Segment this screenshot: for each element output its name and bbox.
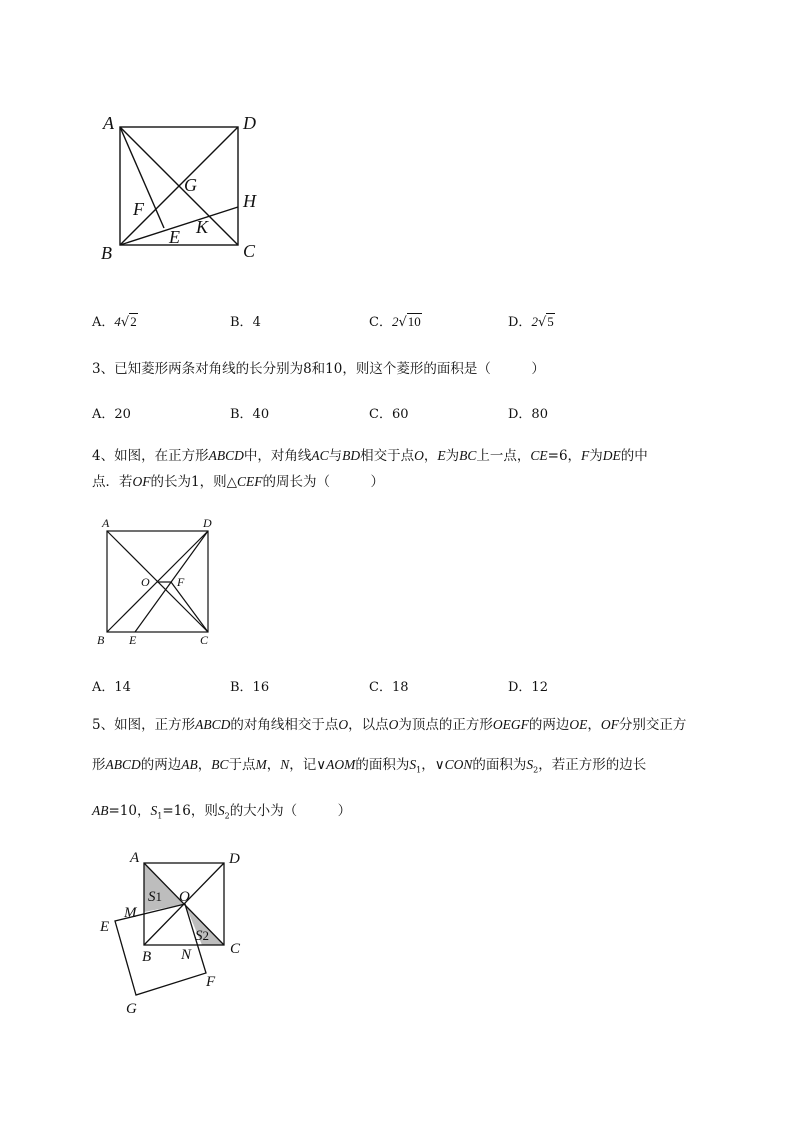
fig3-label-s2 [195, 928, 209, 944]
math-subscript: 1 [157, 811, 163, 821]
option-letter: D． [508, 315, 532, 330]
text: 的大小为（ ） [229, 802, 352, 819]
fig3-label-g: G [126, 1001, 137, 1017]
math: F [581, 448, 590, 463]
option-radicand: 2 [130, 314, 137, 329]
math: CE [530, 448, 548, 463]
math: CEF [236, 474, 263, 489]
math: OF [600, 717, 619, 732]
question-3-text: 3、已知菱形两条对角线的长分别为8和10，则这个菱形的面积是（ ） [92, 361, 545, 377]
q3-options [92, 403, 732, 423]
fig3-label-o: O [179, 889, 190, 905]
question-3 [92, 359, 732, 379]
q4-option-c[interactable]: C．18 [369, 680, 409, 695]
fig3-label-c: C [230, 941, 241, 957]
option-coef: 2 [391, 314, 399, 329]
fig1-label-c: C [243, 241, 256, 261]
fig3-label-a: A [130, 850, 140, 866]
q2-options [92, 311, 732, 331]
q3-option-c[interactable]: C．60 [369, 407, 409, 422]
option-letter: A． [92, 315, 115, 330]
text: 形 [92, 757, 106, 773]
q2-option-c[interactable]: C．2√10 [369, 314, 421, 330]
fig1-label-b: B [101, 243, 112, 263]
q4-option-a[interactable]: A．14 [92, 680, 131, 695]
fig1-label-d: D [243, 113, 256, 133]
math: S [217, 802, 225, 818]
fig2-label-d: D [203, 516, 212, 530]
fig1-label-g: G [184, 175, 197, 195]
fig2-label-o: O [141, 575, 150, 589]
option-letter: C． [369, 315, 392, 330]
text: 中，对角线 [243, 448, 312, 464]
option-radicand: 10 [407, 314, 421, 329]
text: 的中 [620, 448, 648, 464]
math: E [437, 448, 446, 463]
text: 于点 [228, 757, 256, 773]
q4-options [92, 676, 732, 696]
math: AC [311, 448, 329, 463]
text: 为 [589, 448, 603, 464]
text: ，记∨ [289, 757, 327, 773]
text: 5、如图，正方形 [92, 717, 196, 733]
text: ，∨ [421, 757, 445, 773]
text: 上一点， [476, 448, 531, 464]
fig1-label-e: E [169, 227, 180, 247]
fig2-label-e: E [129, 633, 137, 647]
q2-option-d[interactable]: D．2√5 [508, 314, 554, 330]
question-5 [92, 705, 732, 836]
q2-option-b[interactable] [230, 311, 261, 330]
text: ， [266, 757, 281, 773]
math: CON [444, 757, 473, 772]
text: 的周长为（ ） [262, 474, 384, 490]
text: 的两边 [528, 717, 570, 733]
text: 分别交正方 [618, 717, 687, 733]
math: ABCD [105, 757, 141, 772]
fig3-label-m: M [124, 905, 137, 921]
math: AB [92, 802, 109, 818]
math: OE [569, 717, 588, 732]
text: 的面积为 [472, 757, 527, 773]
text: ，若正方形的边长 [538, 757, 647, 773]
fig3-label-e: E [100, 919, 110, 935]
math: AOM [326, 757, 356, 772]
math: O [338, 717, 349, 732]
figure-3-square-diagram [95, 845, 265, 1020]
option-coef: 2 [531, 314, 538, 329]
fig3-label-f: F [206, 974, 216, 990]
math: OF [132, 474, 151, 489]
fig3-label-n: N [181, 947, 192, 963]
option-radicand: 5 [547, 314, 554, 329]
text: 点．若 [92, 474, 133, 490]
fig1-label-a: A [103, 113, 114, 133]
math: S [526, 757, 534, 772]
math: BC [459, 448, 477, 463]
question-4-line-2 [92, 469, 732, 495]
text: ， [423, 448, 438, 464]
fig3-label-b: B [142, 949, 152, 965]
text: 的面积为 [355, 757, 410, 773]
fig1-label-f: F [133, 199, 144, 219]
figure-2-square-diagram [90, 512, 230, 652]
question-5-line-1 [92, 705, 732, 745]
text: ， [587, 717, 601, 733]
text: 的长为1，则△ [150, 474, 237, 490]
fig2-label-a: A [102, 516, 110, 530]
fig3-s2-letter: S [195, 928, 203, 944]
math: M [255, 757, 267, 772]
math: S [409, 757, 417, 772]
fig3-s2-index: 2 [202, 928, 209, 943]
math: O [388, 717, 399, 732]
math: AB [181, 757, 198, 772]
text: 与 [328, 448, 343, 464]
math: O [414, 448, 424, 463]
fig3-s1-index: 1 [155, 889, 162, 904]
math: BC [211, 757, 229, 772]
question-4 [92, 443, 732, 495]
text: ， [197, 757, 212, 773]
fig3-s1-letter: S [148, 889, 156, 905]
question-5-line-3 [92, 791, 732, 837]
fig2-label-c: C [200, 633, 209, 647]
q2-option-a[interactable]: A．4√2 [92, 314, 137, 330]
math-subscript: 2 [224, 811, 230, 821]
math: OEGF [492, 717, 529, 732]
option-value: 4 [252, 315, 261, 330]
math-subscript: 1 [416, 765, 422, 775]
math: BD [342, 448, 361, 463]
text: 4、如图，在正方形 [92, 448, 209, 464]
question-5-line-2 [92, 745, 732, 791]
fig3-label-d: D [229, 851, 240, 867]
math-subscript: 2 [533, 765, 539, 775]
text: 的对角线相交于点 [230, 717, 339, 733]
text: 为 [445, 448, 460, 464]
math: DE [602, 448, 621, 463]
text: ，以点 [348, 717, 389, 733]
figure-1-square-diagram [95, 105, 275, 270]
fig1-label-k: K [196, 217, 209, 237]
fig2-label-b: B [97, 633, 105, 647]
text: =16，则 [162, 802, 218, 819]
q3-option-b[interactable]: B．40 [230, 407, 270, 422]
fig3-label-s1 [148, 889, 162, 905]
math: N [280, 757, 290, 772]
text: 相交于点 [360, 448, 415, 464]
math: S [150, 802, 158, 818]
option-letter: B． [230, 315, 253, 330]
text: =10， [108, 802, 151, 819]
fig2-label-f: F [177, 575, 185, 589]
q4-option-d[interactable]: D．12 [508, 680, 548, 695]
q4-option-b[interactable]: B．16 [230, 680, 270, 695]
text: =6， [547, 448, 582, 464]
question-4-line-1 [92, 443, 732, 469]
q3-option-a[interactable]: A．20 [92, 407, 131, 422]
fig1-label-h: H [243, 191, 256, 211]
math: ABCD [195, 717, 231, 732]
q3-option-d[interactable]: D．80 [508, 407, 548, 422]
text: 的两边 [140, 757, 182, 773]
option-coef: 4 [114, 314, 121, 329]
math: ABCD [208, 448, 244, 463]
text: 为顶点的正方形 [398, 717, 493, 733]
